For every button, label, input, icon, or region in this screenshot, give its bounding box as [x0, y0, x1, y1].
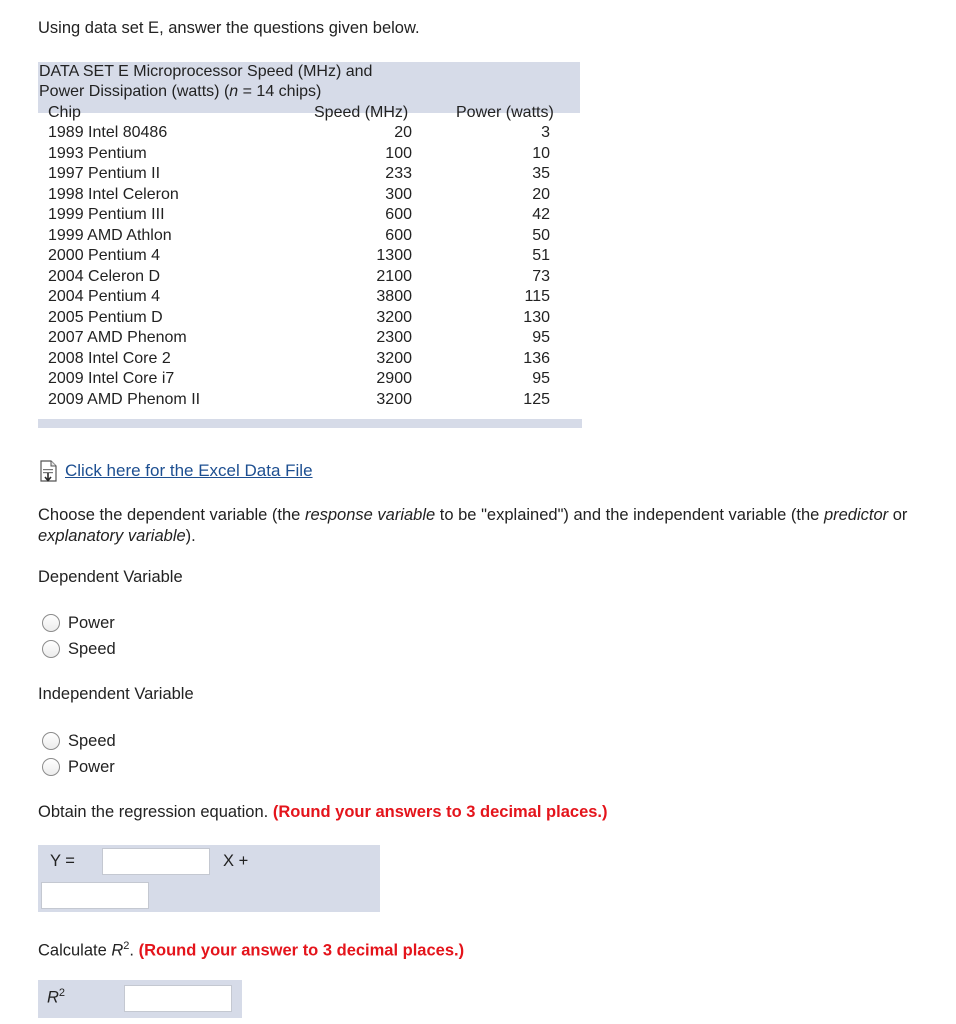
table-bottom-bar — [38, 419, 582, 428]
intro-text: Using data set E, answer the questions given below. — [38, 19, 420, 37]
power-cell: 73 — [532, 267, 550, 285]
speed-cell: 100 — [385, 144, 412, 162]
chip-cell: 2009 AMD Phenom II — [48, 390, 201, 408]
option-label: Speed — [68, 731, 116, 750]
table-row — [38, 165, 580, 185]
table-row — [38, 288, 580, 308]
data-set-title-line2: Power Dissipation (watts) (n = 14 chips) — [39, 83, 322, 100]
power-cell: 10 — [532, 144, 550, 162]
power-cell: 95 — [532, 370, 550, 387]
power-cell: 42 — [532, 206, 550, 223]
option-label: Power — [68, 757, 115, 776]
chip-cell: 2000 Pentium 4 — [48, 247, 161, 264]
table-row — [38, 186, 580, 206]
dependent-option-speed[interactable] — [42, 637, 116, 661]
rounding-note: (Round your answer to 3 decimal places.) — [138, 941, 465, 960]
chip-cell: 1989 Intel 80486 — [48, 124, 168, 141]
speed-cell: 20 — [394, 124, 412, 141]
table-row — [38, 370, 580, 390]
speed-cell: 3200 — [376, 349, 412, 367]
regression-instruction: Obtain the regression equation. (Round your answers to 3 decimal places.) — [38, 803, 608, 821]
independent-option-power[interactable] — [42, 755, 115, 779]
data-set-table — [38, 62, 580, 418]
table-row — [38, 124, 580, 144]
r-squared-input[interactable] — [124, 985, 232, 1012]
excel-link-label[interactable]: Click here for the Excel Data File — [65, 461, 313, 480]
y-equals-label: Y = — [50, 852, 75, 870]
header-chip: Chip — [48, 104, 81, 121]
r-squared-label: $R^2$ — [47, 987, 66, 1007]
table-row — [38, 309, 580, 329]
radio-button[interactable] — [42, 640, 60, 658]
dependent-option-power[interactable] — [42, 611, 115, 635]
data-set-title-line1: DATA SET E Microprocessor Speed (MHz) and — [39, 63, 373, 80]
speed-cell: 3200 — [376, 308, 412, 326]
header-speed: Speed (MHz) — [314, 104, 409, 121]
option-label: Power — [68, 613, 115, 632]
speed-cell: 2100 — [376, 267, 412, 285]
speed-cell: 3800 — [376, 288, 412, 305]
table-row — [38, 350, 580, 370]
chip-cell: 1998 Intel Celeron — [48, 185, 179, 203]
independent-option-speed[interactable] — [42, 729, 116, 753]
dependent-variable-label: Dependent Variable — [38, 568, 183, 586]
power-cell: 20 — [532, 185, 550, 203]
intercept-input[interactable] — [41, 882, 149, 909]
speed-cell: 600 — [385, 226, 412, 244]
option-label: Speed — [68, 639, 116, 658]
table-row — [38, 206, 580, 226]
power-cell: 136 — [523, 349, 550, 367]
file-download-icon — [38, 460, 60, 482]
power-cell: 115 — [524, 288, 550, 305]
chip-cell: 2004 Pentium 4 — [48, 288, 161, 305]
r-squared-instruction: Calculate $R^2$. (Round your answer to 3 decimal places.) — [38, 940, 465, 960]
x-plus-label: X + — [223, 852, 249, 870]
power-cell: 51 — [532, 247, 550, 264]
table-row — [38, 227, 580, 247]
chip-cell: 2005 Pentium D — [48, 308, 163, 326]
speed-cell: 1300 — [376, 247, 412, 264]
table-row — [38, 329, 580, 349]
table-row — [38, 268, 580, 288]
chip-cell: 1999 Pentium III — [48, 206, 165, 223]
chip-cell: 1993 Pentium — [48, 144, 147, 162]
instruction-paragraph: Choose the dependent variable (the response variable to be "explained") and the independent variable (the predictor or explanatory variable). — [38, 506, 908, 545]
header-power: Power (watts) — [456, 104, 554, 121]
r-squared-box — [38, 980, 242, 1018]
speed-cell: 600 — [385, 206, 412, 223]
table-row — [38, 391, 580, 411]
power-cell: 95 — [532, 329, 550, 346]
chip-cell: 2007 AMD Phenom — [48, 329, 187, 346]
chip-cell: 2008 Intel Core 2 — [48, 349, 171, 367]
speed-cell: 2900 — [376, 370, 412, 387]
slope-input[interactable] — [102, 848, 210, 875]
regression-equation-box — [38, 845, 380, 912]
table-header-row — [38, 103, 580, 124]
power-cell: 125 — [523, 390, 550, 408]
power-cell: 3 — [541, 124, 550, 141]
radio-button[interactable] — [42, 614, 60, 632]
chip-cell: 2004 Celeron D — [48, 267, 161, 285]
chip-cell: 1997 Pentium II — [48, 165, 161, 182]
table-row — [38, 247, 580, 267]
speed-cell: 3200 — [376, 390, 412, 408]
chip-cell: 1999 AMD Athlon — [48, 226, 172, 244]
independent-variable-label: Independent Variable — [38, 685, 194, 703]
speed-cell: 300 — [385, 185, 412, 203]
radio-button[interactable] — [42, 732, 60, 750]
rounding-note: (Round your answers to 3 decimal places.) — [272, 803, 608, 821]
excel-data-link[interactable] — [38, 460, 313, 482]
power-cell: 130 — [523, 308, 550, 326]
power-cell: 35 — [532, 165, 550, 182]
table-row — [38, 145, 580, 165]
chip-cell: 2009 Intel Core i7 — [48, 370, 175, 387]
speed-cell: 2300 — [376, 329, 412, 346]
power-cell: 50 — [532, 226, 550, 244]
radio-button[interactable] — [42, 758, 60, 776]
speed-cell: 233 — [385, 165, 412, 182]
